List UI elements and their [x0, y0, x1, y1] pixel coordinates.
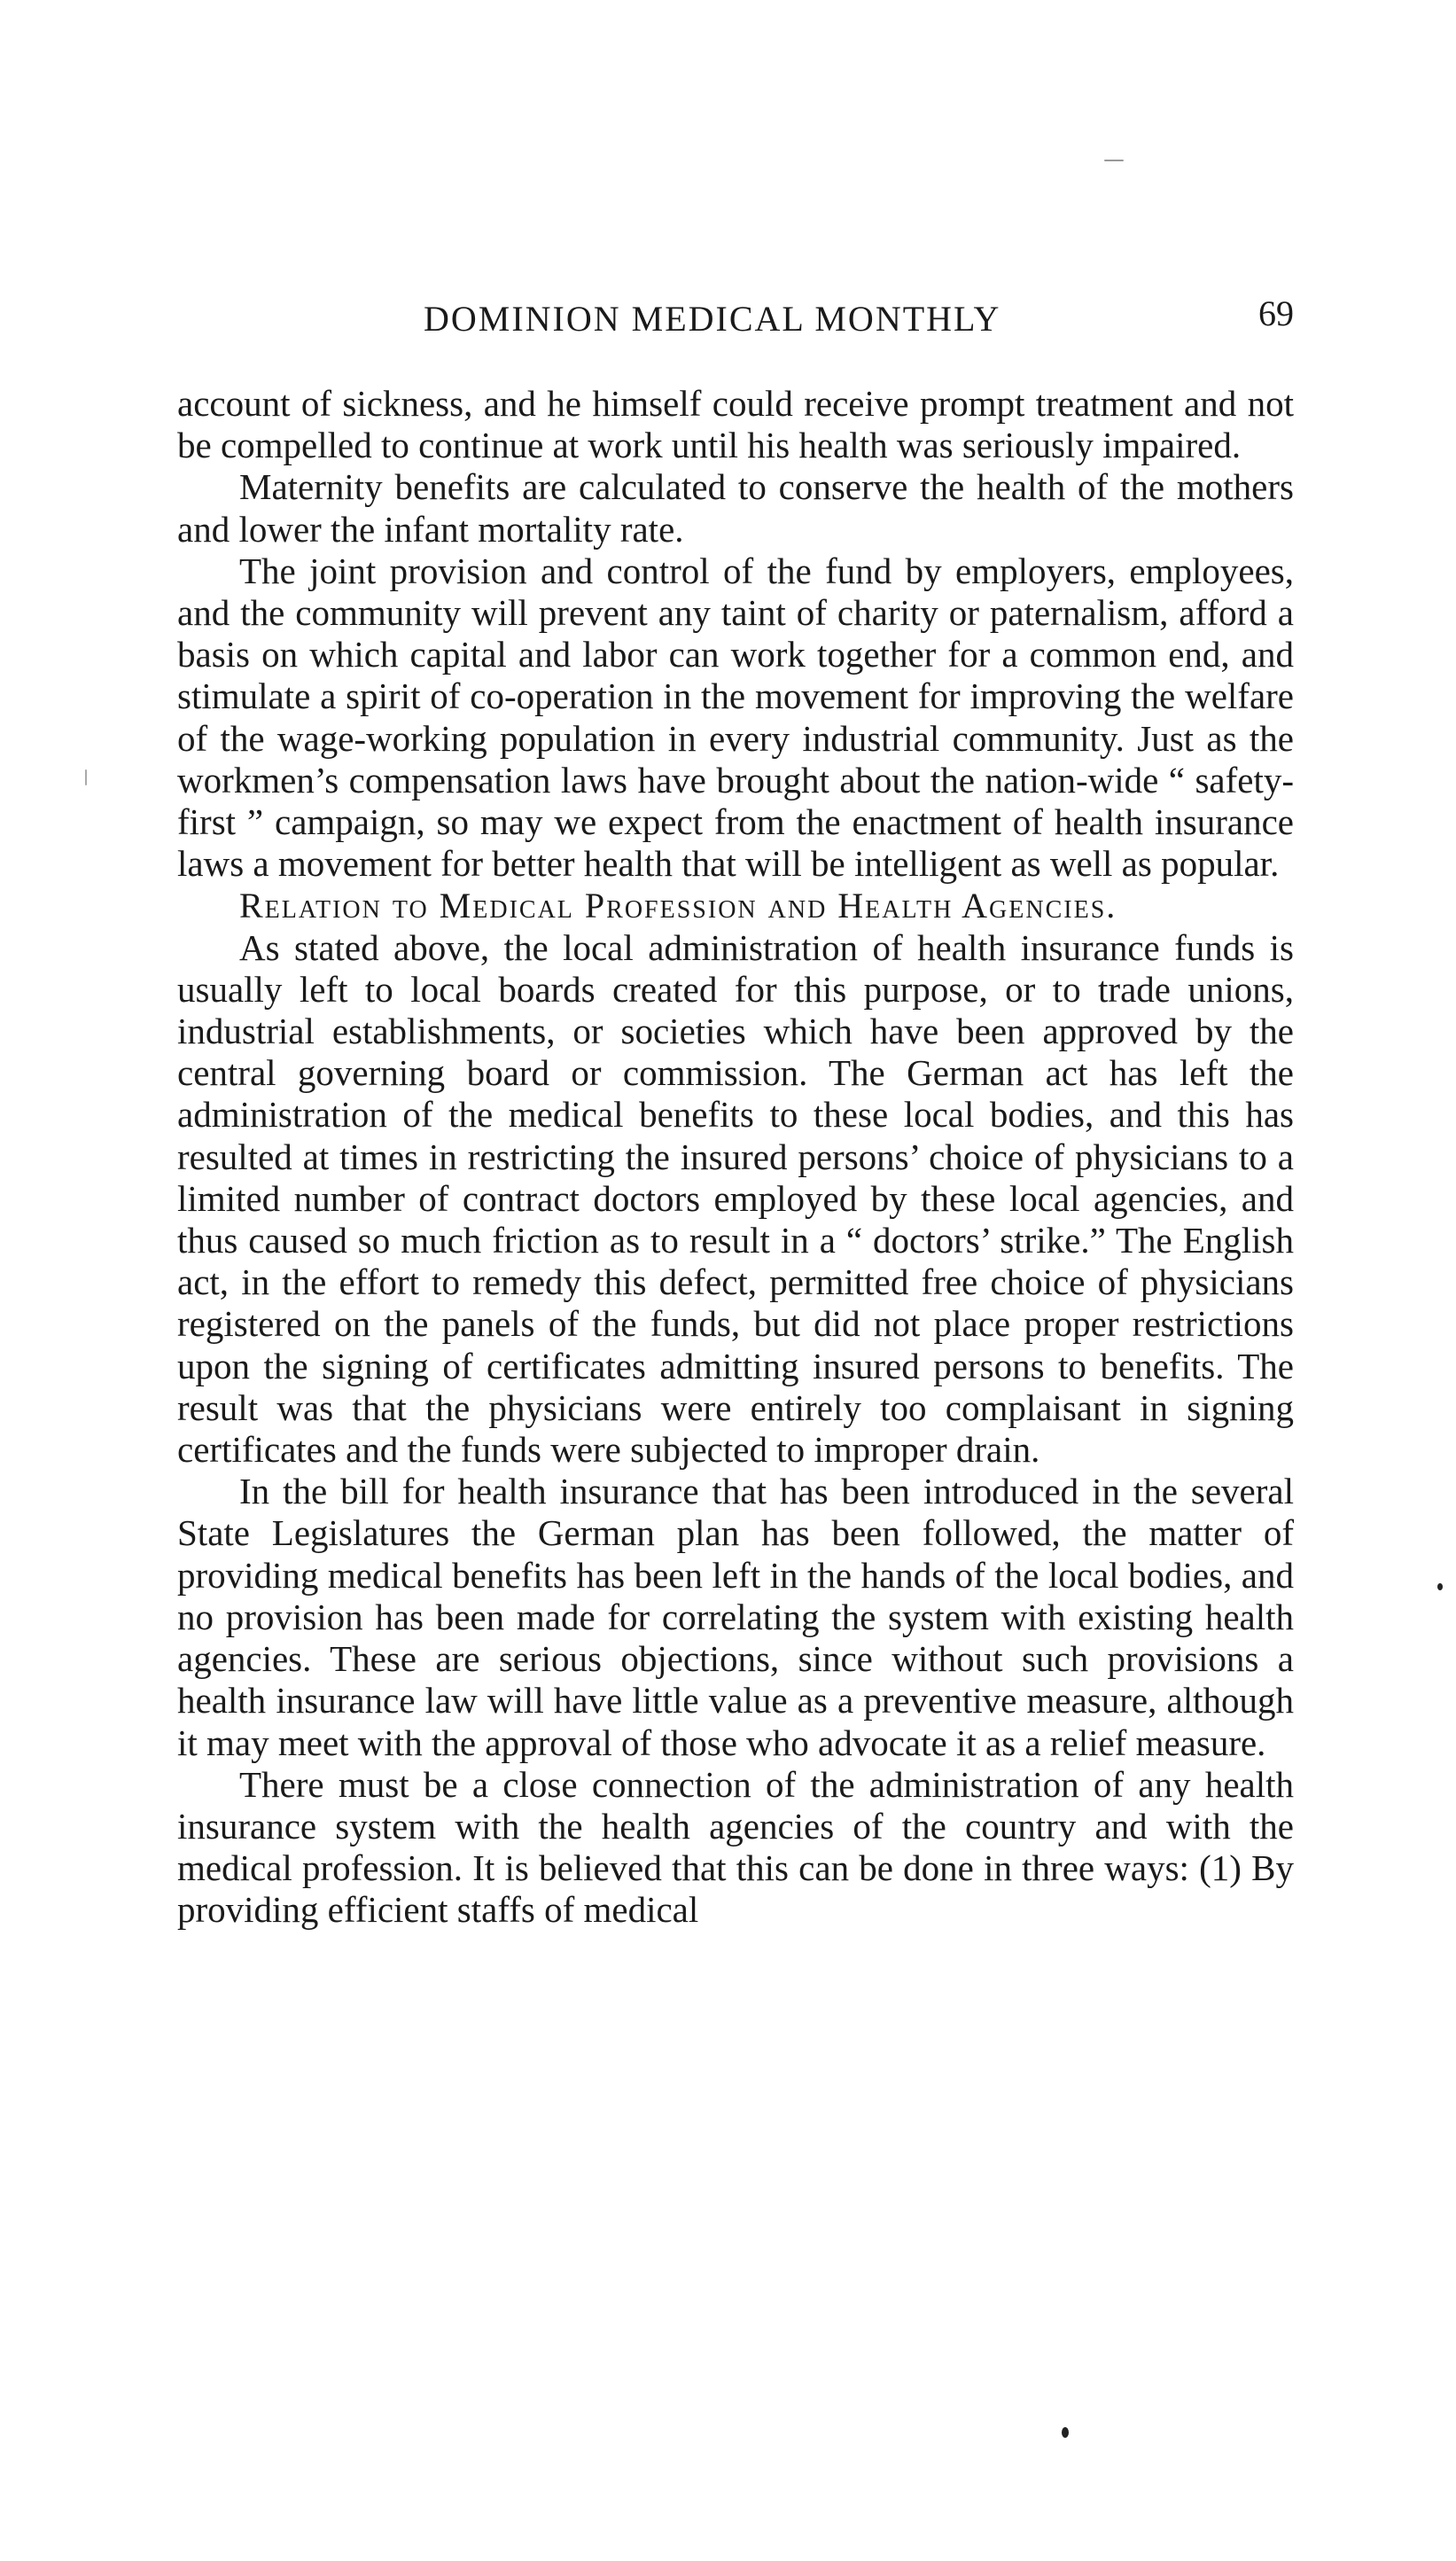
running-head	[177, 293, 1294, 351]
paragraph-continued: account of sickness, and he himself could receive prompt treatment and not be compelled to continue at work until his health was seriously impaired.	[177, 383, 1294, 466]
scan-speck	[1062, 2427, 1069, 2438]
paragraph-state-legislatures: In the bill for health insurance that has been introduced in the several State Legislatures the German plan has been followed, the matter of providing medical benefits has been left in the hands of the local bodies, and no provision has been made for correlating the system with existing health agencies. These are serious objections, since without such provisions a health insurance law will have little value as a preventive measure, although it may meet with the approval of those who advocate it as a relief measure.	[177, 1471, 1294, 1763]
body-text	[177, 383, 1294, 1932]
page-number: 69	[1258, 293, 1294, 333]
scan-speck	[85, 769, 87, 785]
paragraph-close-connection: There must be a close connection of the administration of any health insurance system with the health agencies of the country and with the medical profession. It is believed that this can be done in three ways: (1) By providing efficient staffs of medical	[177, 1763, 1294, 1931]
running-title: DOMINION MEDICAL MONTHLY	[424, 299, 1001, 339]
scan-speck	[1437, 1583, 1443, 1590]
section-heading: Relation to Medical Profession and Health Agencies.	[239, 886, 1117, 926]
paragraph-joint-provision: The joint provision and control of the fund by employers, employees, and the community will prevent any taint of charity or paternalism, afford a basis on which capital and labor can work together for a common end, and stimulate a spirit of co-operation in the movement for improving the welfare of the wage-working population in every industrial community. Just as the workmen’s compensation laws have brought about the nation-wide “ safety-first ” campaign, so may we expect from the enactment of health insurance laws a movement for better health that will be intelligent as well as popular.	[177, 550, 1294, 885]
paragraph-local-administration: As stated above, the local administration of health insurance funds is usually left to local boards created for this purpose, or to trade unions, industrial establishments, or societies which have been approved by the central governing board or commission. The German act has left the administration of the medical benefits to these local bodies, and this has resulted at times in restricting the insured persons’ choice of physicians to a limited number of contract doctors employed by these local agencies, and thus caused so much friction as to result in a “ doctors’ strike.” The English act, in the effort to remedy this defect, permitted free choice of physicians registered on the panels of the funds, but did not place proper restrictions upon the signing of certificates admitting insured persons to benefits. The result was that the physicians were entirely too complaisant in signing certificates and the funds were subjected to improper drain.	[177, 926, 1294, 1471]
paragraph-maternity-benefits: Maternity benefits are calculated to conserve the health of the mothers and lower the infant mortality rate.	[177, 466, 1294, 550]
scan-speck	[1104, 160, 1124, 161]
